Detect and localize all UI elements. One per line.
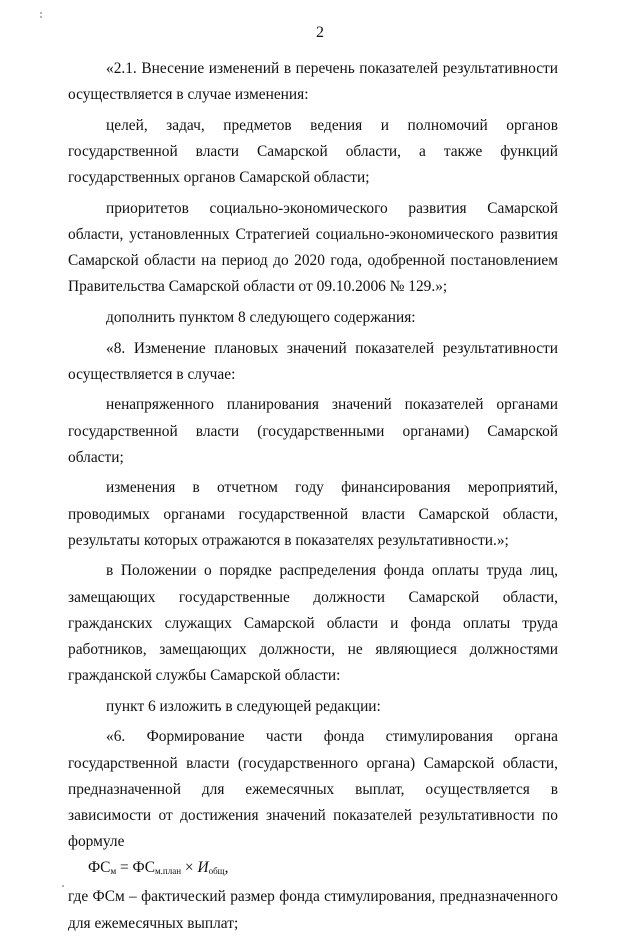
paragraph: «8. Изменение плановых значений показателей результативности осуществляется в случае: bbox=[68, 339, 558, 383]
scan-speck bbox=[62, 885, 64, 887]
paragraph: в Положении о порядке распределения фонда оплаты труда лиц, замещающих государственные должности Самарской области, гражданских служащих Самарской области и фонда оплаты труда работников, замещающих должности, не являющиеся должностями гражданской службы Самарской области: bbox=[68, 562, 558, 685]
document-body bbox=[68, 56, 558, 937]
paragraph: пункт 6 изложить в следующей редакции: bbox=[106, 697, 381, 715]
paragraph: «2.1. Внесение изменений в перечень показателей результативности осуществляется в случае изменения: bbox=[68, 60, 558, 104]
scan-speck bbox=[40, 12, 42, 14]
paragraph: приоритетов социально-экономического развития Самарской области, установленных Стратегией социально-экономического развития Самарской области на период до 2020 года, одобренной постановлением Правительства Самарской области от 09.10.2006 № 129.»; bbox=[68, 199, 558, 296]
formula bbox=[68, 855, 558, 884]
formula-factor-subscript: общ bbox=[208, 866, 225, 877]
paragraph: «6. Формирование части фонда стимулирования органа государственной власти (государственного органа) Самарской области, предназначенной для ежемесячных выплат, осуществляется в зависимости от достижения значений показателей результативности по формуле bbox=[68, 728, 558, 851]
paragraph: изменения в отчетном году финансирования мероприятий, проводимых органами государственной власти Самарской области, результаты которых отражаются в показателях результативности.»; bbox=[68, 479, 558, 549]
paragraph: ненапряженного планирования значений показателей органами государственной власти (государственными органами) Самарской области; bbox=[68, 396, 558, 466]
formula-rhs: ФС bbox=[132, 859, 155, 877]
formula-comma: , bbox=[224, 859, 229, 877]
page-number: 2 bbox=[316, 24, 324, 41]
formula-factor: И bbox=[197, 859, 209, 877]
formula-equals: = bbox=[116, 859, 133, 877]
formula-lhs-subscript: м bbox=[110, 866, 117, 877]
paragraph: целей, задач, предметов ведения и полномочий органов государственной власти Самарской области, а также функций государственных органов Самарской области; bbox=[68, 116, 558, 187]
formula-rhs-subscript: м.план bbox=[154, 866, 182, 877]
formula-times: × bbox=[181, 859, 198, 877]
scan-speck bbox=[40, 16, 42, 18]
paragraph: где ФСм – фактический размер фонда стимулирования, предназначенного для ежемесячных выплат; bbox=[68, 888, 558, 932]
formula-lhs: ФС bbox=[88, 859, 111, 877]
paragraph: дополнить пунктом 8 следующего содержания: bbox=[106, 309, 416, 326]
